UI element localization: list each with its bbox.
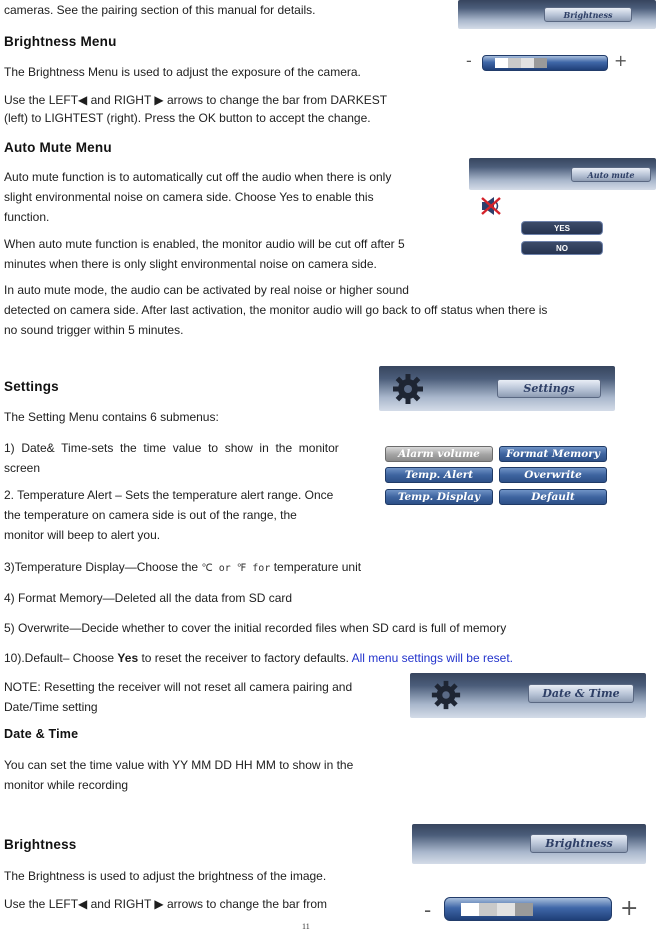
settings-panel bbox=[379, 366, 615, 411]
auto-mute-p1-line2: slight environmental noise on camera side. Choose Yes to enable this bbox=[4, 190, 374, 204]
auto-mute-heading: Auto Mute Menu bbox=[4, 140, 112, 155]
slider-plus-icon[interactable]: + bbox=[620, 896, 639, 921]
auto-mute-p1-line3: function. bbox=[4, 210, 50, 224]
settings-item5: 5) Overwrite—Decide whether to cover the initial recorded files when SD card is full of memory bbox=[4, 621, 507, 635]
settings-item1-line2: screen bbox=[4, 461, 41, 475]
auto-mute-label[interactable]: Auto mute bbox=[571, 167, 651, 182]
brightness-heading: Brightness bbox=[4, 837, 77, 852]
settings-item10 bbox=[4, 648, 513, 668]
slider-segment bbox=[497, 903, 515, 916]
settings-item3-pre: 3)Temperature Display—Choose the bbox=[4, 560, 199, 574]
default-button[interactable]: Default bbox=[499, 489, 607, 505]
auto-mute-p3-line1: In auto mute mode, the audio can be activated by real noise or higher sound bbox=[4, 283, 409, 297]
format-memory-button[interactable]: Format Memory bbox=[499, 446, 607, 462]
slider-segment bbox=[515, 903, 533, 916]
slider-segment bbox=[521, 58, 534, 68]
auto-mute-p1-line1: Auto mute function is to automatically cut off the audio when there is only bbox=[4, 170, 392, 184]
mute-speaker-icon bbox=[480, 196, 504, 216]
gear-icon bbox=[391, 372, 425, 406]
page-number: 11 bbox=[302, 922, 310, 931]
temp-display-button[interactable]: Temp. Display bbox=[385, 489, 493, 505]
brightness-menu-p2-line1: Use the LEFT◀ and RIGHT ▶ arrows to change the bar from DARKEST bbox=[4, 93, 388, 107]
overwrite-button[interactable]: Overwrite bbox=[499, 467, 607, 483]
brightness-menu-p1: The Brightness Menu is used to adjust the exposure of the camera. bbox=[4, 65, 361, 79]
settings-item2-line2: the temperature on camera side is out of the range, the bbox=[4, 508, 297, 522]
brightness-slider[interactable] bbox=[444, 897, 612, 921]
settings-item2-line3: monitor will beep to alert you. bbox=[4, 528, 161, 542]
slider-minus-icon[interactable]: - bbox=[466, 51, 472, 70]
auto-mute-p3-line3: no sound trigger within 5 minutes. bbox=[4, 323, 184, 337]
settings-item2-line1: 2. Temperature Alert – Sets the temperature alert range. Once bbox=[4, 488, 334, 502]
brightness-label[interactable]: Brightness bbox=[530, 834, 628, 853]
date-time-p1-line1: You can set the time value with YY MM DD HH MM to show in the bbox=[4, 758, 354, 772]
auto-mute-panel bbox=[469, 158, 656, 190]
auto-mute-p3-line2: detected on camera side. After last activation, the monitor audio will go back to off status when there is bbox=[4, 303, 548, 317]
brightness-menu-panel bbox=[458, 0, 656, 29]
settings-heading: Settings bbox=[4, 379, 59, 394]
slider-segment bbox=[508, 58, 521, 68]
settings-item10-pre: 10).Default– Choose bbox=[4, 651, 115, 665]
slider-segment bbox=[479, 903, 497, 916]
settings-item3-units: ℃ or ℉ for bbox=[201, 563, 271, 574]
intro-line: cameras. See the pairing section of this manual for details. bbox=[4, 3, 316, 17]
date-time-panel bbox=[410, 673, 646, 718]
slider-minus-icon[interactable]: - bbox=[424, 898, 432, 922]
auto-mute-p2-line2: minutes when there is only slight environmental noise on camera side. bbox=[4, 257, 377, 271]
settings-item3-post: temperature unit bbox=[273, 560, 362, 574]
gear-icon bbox=[430, 679, 462, 711]
settings-label[interactable]: Settings bbox=[497, 379, 601, 398]
date-time-p1-line2: monitor while recording bbox=[4, 778, 129, 792]
settings-note-line1: NOTE: Resetting the receiver will not reset all camera pairing and bbox=[4, 680, 353, 694]
brightness-p2: Use the LEFT◀ and RIGHT ▶ arrows to change the bar from bbox=[4, 897, 328, 911]
settings-item3 bbox=[4, 557, 361, 579]
brightness-menu-heading: Brightness Menu bbox=[4, 34, 117, 49]
settings-item10-mid: to reset the receiver to factory defaults. bbox=[141, 651, 349, 665]
slider-segment bbox=[534, 58, 547, 68]
slider-segment bbox=[495, 58, 508, 68]
slider-segment bbox=[461, 903, 479, 916]
settings-item1-line1: 1) Date& Time-sets the time value to show in the monitor bbox=[4, 441, 339, 455]
auto-mute-p2-line1: When auto mute function is enabled, the monitor audio will be cut off after 5 bbox=[4, 237, 405, 251]
date-time-label[interactable]: Date & Time bbox=[528, 684, 634, 703]
brightness-menu-p2-line2: (left) to LIGHTEST (right). Press the OK button to accept the change. bbox=[4, 111, 371, 125]
temp-alert-button[interactable]: Temp. Alert bbox=[385, 467, 493, 483]
brightness-p1: The Brightness is used to adjust the brightness of the image. bbox=[4, 869, 327, 883]
brightness-menu-slider[interactable] bbox=[482, 55, 608, 71]
brightness-menu-label[interactable]: Brightness bbox=[544, 7, 632, 22]
settings-note-line2: Date/Time setting bbox=[4, 700, 98, 714]
settings-item10-blue: All menu settings will be reset. bbox=[351, 651, 513, 665]
date-time-heading: Date & Time bbox=[4, 727, 79, 741]
slider-plus-icon[interactable]: + bbox=[614, 51, 628, 70]
brightness-panel bbox=[412, 824, 646, 864]
settings-item4: 4) Format Memory—Deleted all the data from SD card bbox=[4, 591, 293, 605]
settings-intro: The Setting Menu contains 6 submenus: bbox=[4, 410, 219, 424]
auto-mute-yes-button[interactable]: YES bbox=[521, 221, 603, 235]
auto-mute-no-button[interactable]: NO bbox=[521, 241, 603, 255]
settings-item10-yes: Yes bbox=[117, 651, 139, 665]
alarm-volume-button[interactable]: Alarm volume bbox=[385, 446, 493, 462]
